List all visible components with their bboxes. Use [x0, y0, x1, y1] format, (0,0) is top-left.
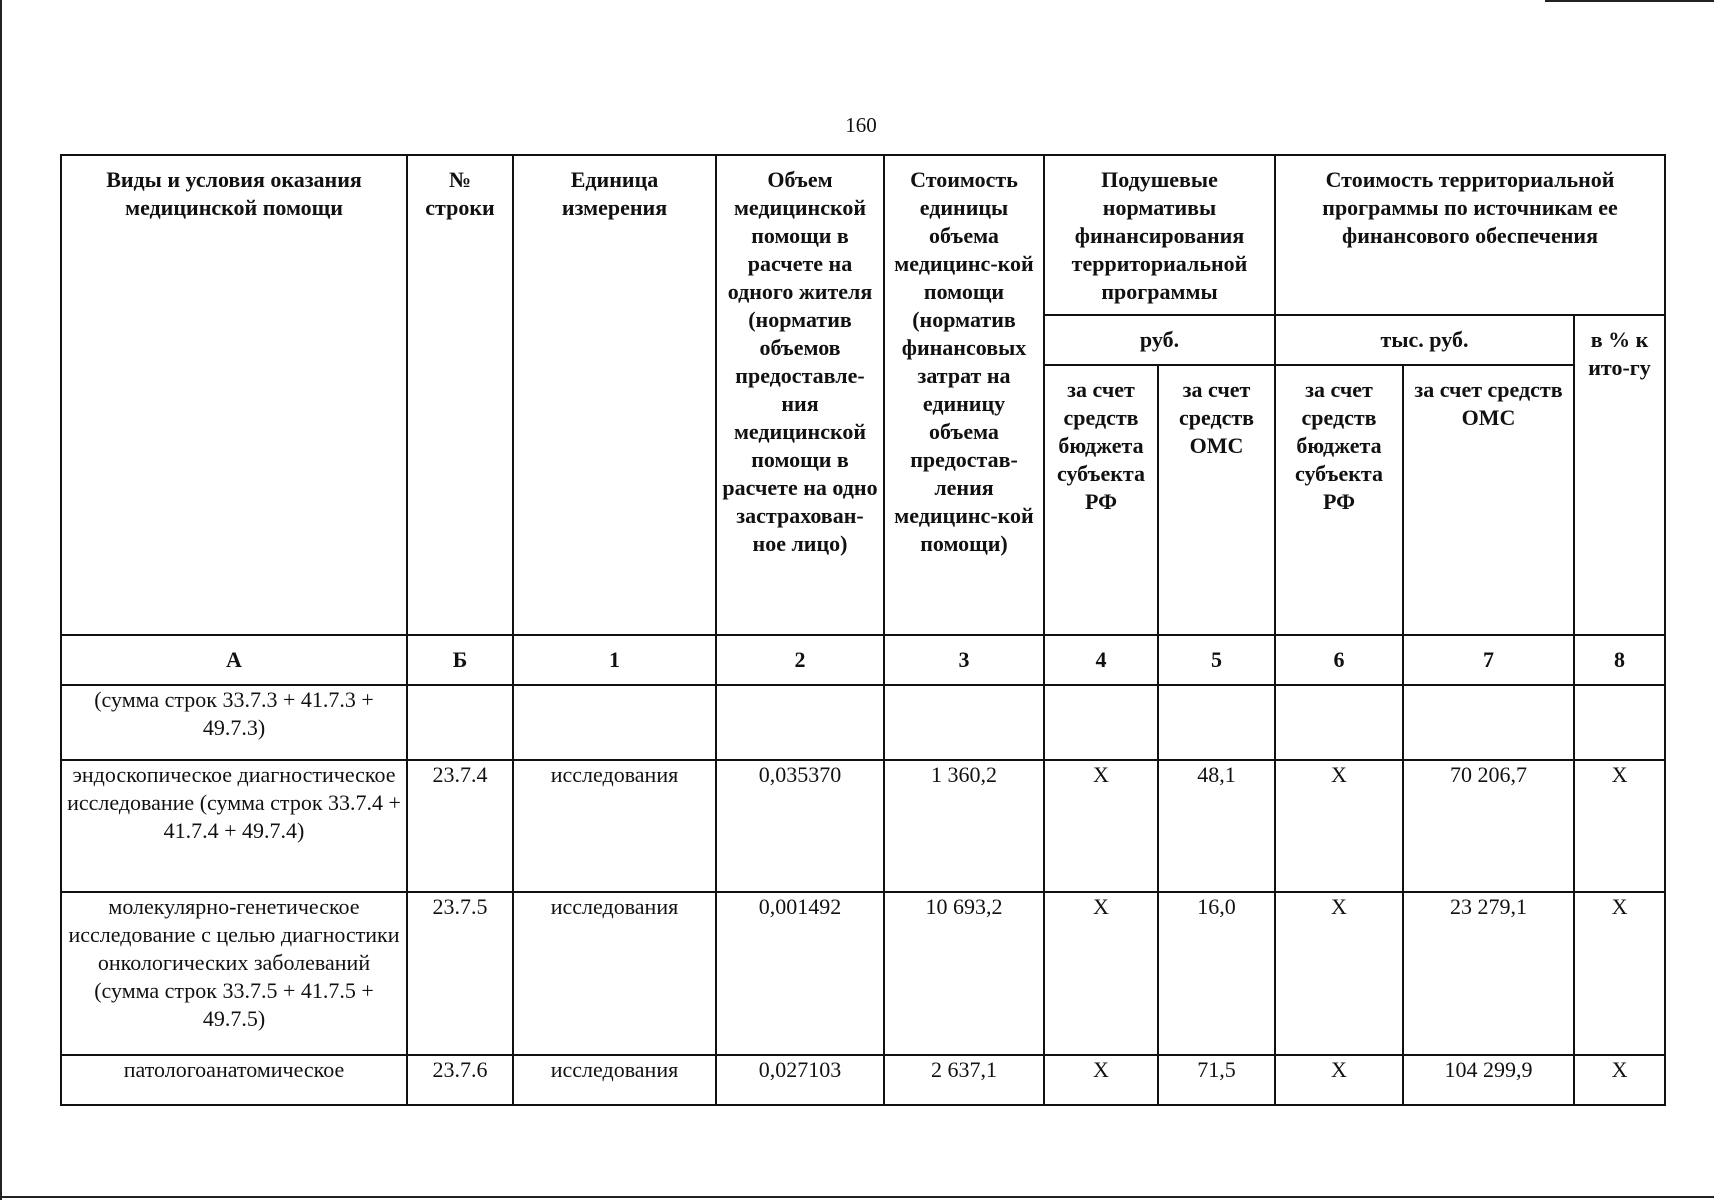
row-budget-percapita: Х — [1044, 1055, 1158, 1105]
scan-edge-top-right — [1545, 0, 1714, 2]
column-number-row — [61, 635, 1665, 685]
row-line — [407, 685, 513, 760]
header-volume: Объем медицинской помощи в расчете на одного жителя (норматив объемов предоставле-ния медицинской помощи в расчете на одно застрахован-ное лицо) — [716, 155, 884, 635]
row-name: (сумма строк 33.7.3 + 41.7.3 + 49.7.3) — [61, 685, 407, 760]
row-name: эндоскопическое диагностическое исследование (сумма строк 33.7.4 + 41.7.4 + 49.7.4) — [61, 760, 407, 892]
row-name: молекулярно-генетическое исследование с целью диагностики онкологических заболеваний (сумма строк 33.7.5 + 41.7.5 + 49.7.5) — [61, 892, 407, 1055]
row-oms-percapita: 71,5 — [1158, 1055, 1275, 1105]
row-percent: Х — [1574, 1055, 1665, 1105]
row-oms-total: 70 206,7 — [1403, 760, 1574, 892]
table-row — [61, 685, 1665, 760]
row-unit: исследования — [513, 760, 716, 892]
row-unit-cost: 10 693,2 — [884, 892, 1044, 1055]
row-oms-percapita — [1158, 685, 1275, 760]
column-number: 7 — [1403, 635, 1574, 685]
scan-edge-bottom — [0, 1196, 1714, 1198]
header-unit-rub: руб. — [1044, 315, 1275, 365]
financing-table — [60, 154, 1666, 1106]
row-oms-total: 23 279,1 — [1403, 892, 1574, 1055]
row-line: 23.7.4 — [407, 760, 513, 892]
row-unit: исследования — [513, 1055, 716, 1105]
column-number: 6 — [1275, 635, 1403, 685]
row-percent: Х — [1574, 892, 1665, 1055]
column-number: 5 — [1158, 635, 1275, 685]
column-number: 8 — [1574, 635, 1665, 685]
header-percapita-group: Подушевые нормативы финансирования территориальной программы — [1044, 155, 1275, 315]
header-line-number: № строки — [407, 155, 513, 635]
header-unit: Единица измерения — [513, 155, 716, 635]
table-row — [61, 760, 1665, 892]
page-number: 160 — [845, 113, 877, 137]
row-unit — [513, 685, 716, 760]
row-volume — [716, 685, 884, 760]
header-budget-percapita: за счет средств бюджета субъекта РФ — [1044, 365, 1158, 635]
column-number: 2 — [716, 635, 884, 685]
header-percent-of-total: в % к ито-гу — [1574, 315, 1665, 635]
row-oms-total — [1403, 685, 1574, 760]
scan-edge-left — [0, 0, 2, 1200]
header-oms-total: за счет средств ОМС — [1403, 365, 1574, 635]
table-row — [61, 892, 1665, 1055]
row-volume: 0,035370 — [716, 760, 884, 892]
row-oms-percapita: 16,0 — [1158, 892, 1275, 1055]
row-percent — [1574, 685, 1665, 760]
row-budget-percapita: Х — [1044, 760, 1158, 892]
header-unit-thous-rub: тыс. руб. — [1275, 315, 1574, 365]
column-number: 1 — [513, 635, 716, 685]
header-budget-total: за счет средств бюджета субъекта РФ — [1275, 365, 1403, 635]
column-number: 4 — [1044, 635, 1158, 685]
row-oms-percapita: 48,1 — [1158, 760, 1275, 892]
row-volume: 0,001492 — [716, 892, 884, 1055]
column-number: А — [61, 635, 407, 685]
row-budget-total — [1275, 685, 1403, 760]
row-oms-total: 104 299,9 — [1403, 1055, 1574, 1105]
header-cost-group: Стоимость территориальной программы по источникам ее финансового обеспечения — [1275, 155, 1665, 315]
row-unit-cost: 2 637,1 — [884, 1055, 1044, 1105]
row-percent: Х — [1574, 760, 1665, 892]
row-volume: 0,027103 — [716, 1055, 884, 1105]
header-unit-cost: Стоимость единицы объема медицинс-кой помощи (норматив финансовых затрат на единицу объема предостав-ления медицинс-кой помощи) — [884, 155, 1044, 635]
row-budget-total: Х — [1275, 1055, 1403, 1105]
column-number: Б — [407, 635, 513, 685]
row-name: патологоанатомическое — [61, 1055, 407, 1105]
row-budget-total: Х — [1275, 760, 1403, 892]
header-oms-percapita: за счет средств ОМС — [1158, 365, 1275, 635]
row-unit-cost: 1 360,2 — [884, 760, 1044, 892]
row-unit-cost — [884, 685, 1044, 760]
column-number: 3 — [884, 635, 1044, 685]
row-line: 23.7.6 — [407, 1055, 513, 1105]
table-row — [61, 1055, 1665, 1105]
row-unit: исследования — [513, 892, 716, 1055]
row-line: 23.7.5 — [407, 892, 513, 1055]
row-budget-total: Х — [1275, 892, 1403, 1055]
row-budget-percapita: Х — [1044, 892, 1158, 1055]
row-budget-percapita — [1044, 685, 1158, 760]
header-kind-conditions: Виды и условия оказания медицинской помощи — [61, 155, 407, 635]
